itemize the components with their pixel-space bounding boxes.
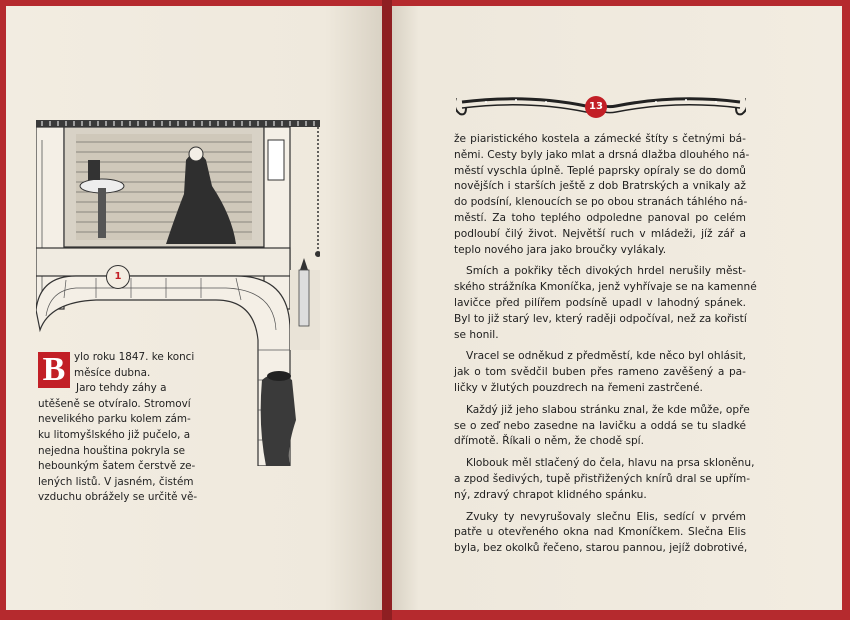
page-number: 13 [585, 96, 607, 118]
text-line: ského strážníka Kmoníčka, jenž vyhřívaje se na kamenné [454, 281, 757, 294]
chapter-number: 1 [114, 271, 122, 282]
text-line: a zpod šedivých, tupě přistřižených knírů dral se upřím- [454, 472, 751, 485]
paragraph [454, 264, 757, 343]
left-line: utěšeně se otvíralo. Stromoví [38, 397, 191, 410]
left-column-text [38, 350, 198, 506]
text-line: městí. Za toho teplého odpoledne panoval po celém [454, 211, 746, 224]
paragraph [454, 510, 746, 557]
text-line: do podsíní, klenoucích se po obou stranách táhlého ná- [454, 196, 748, 209]
text-line: Každý již jeho slabou stránku znal, že kde může, opře [466, 403, 750, 416]
left-line: Jaro tehdy záhy a [76, 382, 167, 395]
text-line: lavičce před pilířem podsíně upadl v lahodný spánek. [454, 296, 746, 309]
paragraph [454, 349, 746, 396]
text-line: Smích a pokřiky těch divokých hrdel nerušily měst- [466, 265, 746, 278]
text-line: Byl to již starý lev, který raději odpočíval, než za kořistí [454, 312, 747, 325]
right-column-text [454, 132, 757, 563]
chapter-badge [106, 265, 130, 289]
text-line: ličky v žlutých pouzdrech na řemeni zastrčené. [454, 381, 703, 394]
text-line: se o zeď nebo zasedne na lavičku a oddá se tu sladké [454, 419, 746, 432]
paragraph [454, 456, 755, 503]
paragraph [454, 132, 750, 258]
left-line: lených listů. V jasném, čistém [38, 475, 194, 488]
text-line: patře u otevřeného okna nad Kmoníčkem. Slečna Elis [454, 526, 746, 539]
left-line: nevelikého parku kolem zám- [38, 413, 191, 426]
left-line: ku litomyšlského již pučelo, a [38, 428, 191, 441]
text-line: Zvuky ty nevyrušovaly slečnu Elis, sedící v prvém [466, 510, 746, 523]
left-line: hebounkým šatem čerstvě ze- [38, 460, 196, 473]
text-line: dřímotě. Říkali o něm, že chodě spí. [454, 435, 644, 448]
paragraph [454, 403, 750, 450]
text-line: Vracel se odněkud z předměstí, kde něco byl ohlásit, [466, 350, 746, 363]
left-line: vzduchu obrážely se určitě vě- [38, 491, 198, 504]
text-line: jak o tom svědčil buben přes rameno zavěšený a pa- [454, 366, 746, 379]
book-spine-gutter [382, 0, 392, 620]
left-line: nejedna houština pokryla se [38, 444, 186, 457]
text-line: se honil. [454, 328, 499, 341]
text-line: teplo nového jara jako broučky vylákaly. [454, 243, 667, 256]
text-line: podloubí čilý život. Největší ruch v mládeži, jíž zář a [454, 227, 746, 240]
text-line: byla, bez okolků řečeno, starou pannou, jejíž dobrotivé, [454, 542, 748, 555]
left-line: ylo roku 1847. ke konci [74, 351, 195, 363]
text-line: Klobouk měl stlačený do čela, hlavu na prsa skloněnu, [466, 457, 755, 470]
text-line: že piaristického kostela a zámecké štíty s četnými bá- [454, 133, 746, 145]
drop-cap: B [38, 352, 70, 388]
left-line: měsíce dubna. [74, 366, 151, 379]
text-line: němi. Cesty byly jako mlat a drsná dlažba dlouhého ná- [454, 148, 750, 161]
text-line: novějších i starších ještě z dob Bratrských a vnikaly až [454, 180, 746, 193]
text-line: městí vyschla úplně. Teplé paprsky opíraly se do domů [454, 164, 746, 177]
text-line: ný, zdravý chrapot klidného spánku. [454, 488, 647, 501]
